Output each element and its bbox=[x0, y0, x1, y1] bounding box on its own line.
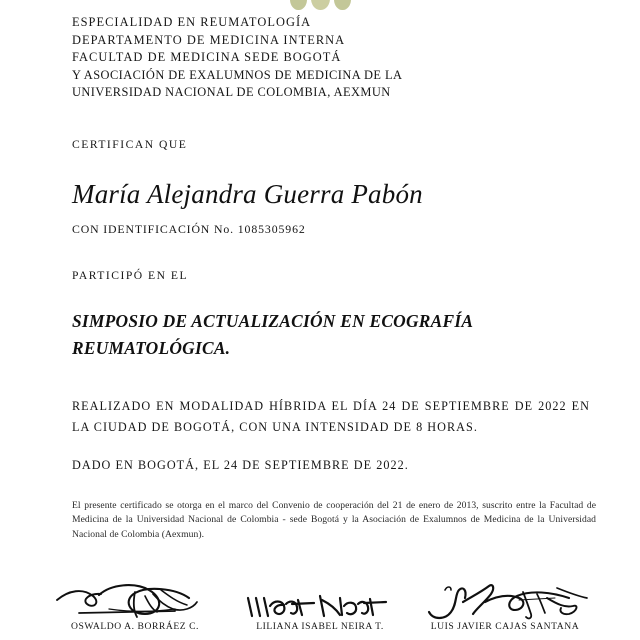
signatory-name: OSWALDO A. BORRÁEZ C. bbox=[70, 621, 199, 632]
certify-label: CERTIFICAN QUE bbox=[72, 138, 188, 151]
institution-line: UNIVERSIDAD NACIONAL DE COLOMBIA, AEXMUN bbox=[72, 85, 391, 100]
recipient-name: María Alejandra Guerra Pabón bbox=[72, 179, 423, 209]
signature-entry bbox=[231, 576, 409, 640]
institution-line: DEPARTAMENTO DE MEDICINA INTERNA bbox=[72, 32, 346, 47]
signature-block bbox=[0, 576, 640, 640]
identification-line bbox=[72, 222, 590, 237]
identification-label: CON IDENTIFICACIÓN No. bbox=[72, 222, 234, 236]
institution-line: Y ASOCIACIÓN DE EXALUMNOS DE MEDICINA DE LA bbox=[72, 67, 403, 82]
institution-line: FACULTAD DE MEDICINA SEDE BOGOTÁ bbox=[72, 50, 342, 65]
signature-entry bbox=[46, 576, 224, 640]
participation-label: PARTICIPÓ EN EL bbox=[72, 269, 189, 282]
event-title: SIMPOSIO DE ACTUALIZACIÓN EN ECOGRAFÍA REUMATOLÓGICA. bbox=[72, 311, 473, 358]
institution-header bbox=[72, 14, 590, 102]
signature-entry bbox=[416, 576, 594, 640]
signatory-name: LUIS JAVIER CAJAS SANTANA bbox=[430, 621, 580, 632]
signature-mark-icon bbox=[419, 576, 591, 622]
signatory-name: LILIANA ISABEL NEIRA T. bbox=[256, 621, 384, 632]
fine-print-paragraph: El presente certificado se otorga en el marco del Convenio de cooperación del 21 de enero de 2013, suscrito entre la Facultad de Medicina de la Universidad Nacional de Colombia - sede Bogotá y la Asociación de Exalumnos de Medicina de la Universidad Nacional de Colombia (Aexmun). bbox=[72, 500, 596, 540]
signature-mark-icon bbox=[234, 576, 406, 622]
issued-line: DADO EN BOGOTÁ, EL 24 DE SEPTIEMBRE DE 2022. bbox=[72, 458, 409, 472]
event-details-paragraph: REALIZADO EN MODALIDAD HÍBRIDA EL DÍA 24 DE SEPTIEMBRE DE 2022 EN LA CIUDAD DE BOGOTÁ, CON UNA INTENSIDAD DE 8 HORAS. bbox=[72, 399, 590, 434]
identification-number: 1085305962 bbox=[237, 222, 306, 236]
signature-mark-icon bbox=[49, 576, 221, 622]
institution-line: ESPECIALIDAD EN REUMATOLOGÍA bbox=[72, 15, 312, 29]
